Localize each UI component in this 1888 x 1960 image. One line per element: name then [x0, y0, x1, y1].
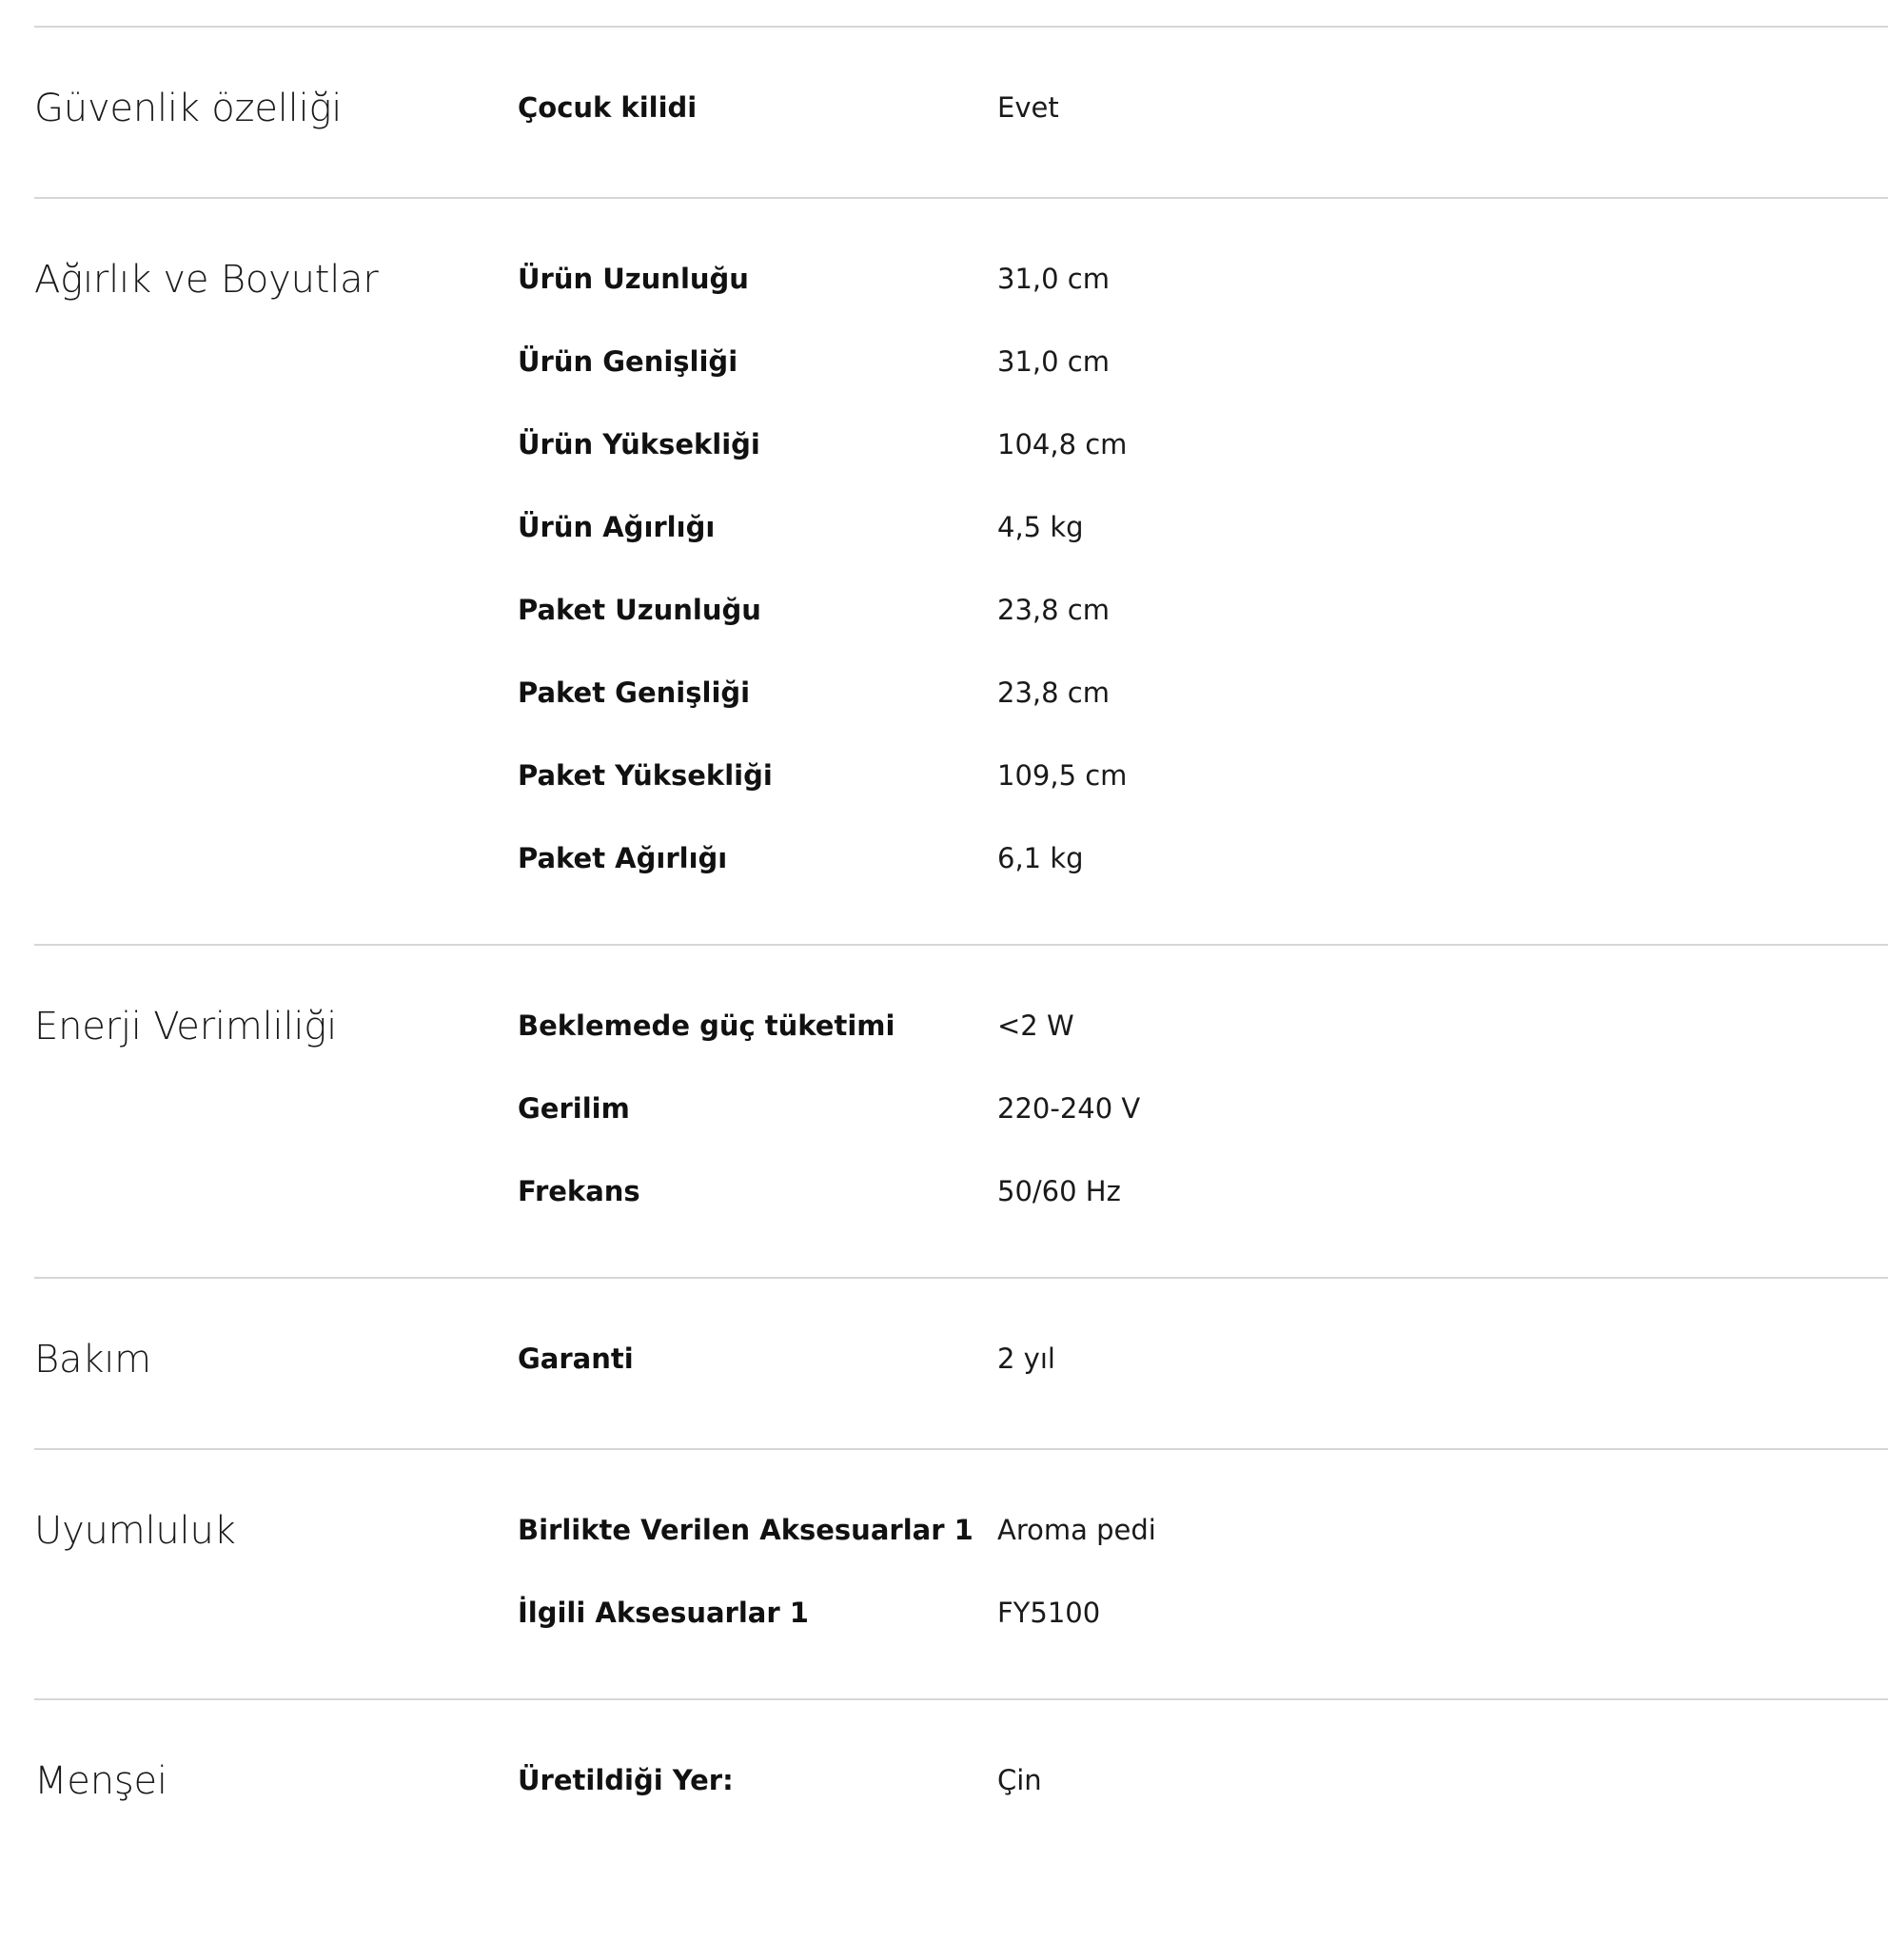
- spec-section-energy-efficiency: [34, 944, 1888, 1277]
- spec-label: Gerilim: [518, 1092, 630, 1125]
- spec-row: [518, 755, 1888, 838]
- spec-row: [518, 1171, 1888, 1211]
- spec-section-origin: [34, 1698, 1888, 1804]
- spec-row: [518, 1593, 1888, 1633]
- spec-value: 4,5 kg: [997, 511, 1084, 543]
- spec-section-safety: [34, 26, 1888, 197]
- spec-value: 2 yıl: [997, 1343, 1055, 1375]
- spec-row: [518, 88, 1888, 127]
- spec-rows: [518, 1006, 1888, 1211]
- spec-value: 23,8 cm: [997, 676, 1110, 709]
- spec-value: 31,0 cm: [997, 345, 1110, 378]
- spec-value: 109,5 cm: [997, 759, 1128, 792]
- spec-value: 31,0 cm: [997, 263, 1110, 295]
- spec-label: Ürün Yüksekliği: [518, 428, 760, 461]
- spec-label: Üretildiği Yer:: [518, 1764, 734, 1796]
- spec-row: [518, 342, 1888, 424]
- section-title: Menşei: [34, 1759, 167, 1803]
- spec-value: Evet: [997, 91, 1059, 124]
- spec-row: [518, 1510, 1888, 1593]
- spec-label: İlgili Aksesuarlar 1: [518, 1597, 809, 1629]
- spec-rows: [518, 1510, 1888, 1633]
- spec-value: Aroma pedi: [997, 1514, 1156, 1546]
- spec-rows: [518, 1339, 1888, 1382]
- spec-value: 23,8 cm: [997, 594, 1110, 626]
- spec-label: Ürün Ağırlığı: [518, 511, 716, 543]
- spec-row: [518, 259, 1888, 342]
- spec-value: Çin: [997, 1764, 1042, 1796]
- spec-label: Paket Uzunluğu: [518, 594, 761, 626]
- spec-row: [518, 507, 1888, 590]
- spec-value: 220-240 V: [997, 1092, 1141, 1125]
- spec-label: Beklemede güç tüketimi: [518, 1009, 895, 1042]
- spec-label: Birlikte Verilen Aksesuarlar 1: [518, 1514, 974, 1546]
- spec-row: [518, 424, 1888, 507]
- spec-value: 104,8 cm: [997, 428, 1128, 461]
- spec-row: [518, 838, 1888, 878]
- spec-row: [518, 590, 1888, 673]
- spec-label: Paket Genişliği: [518, 676, 751, 709]
- spec-value: 50/60 Hz: [997, 1175, 1121, 1207]
- spec-value: <2 W: [997, 1009, 1074, 1042]
- spec-label: Çocuk kilidi: [518, 91, 698, 124]
- spec-label: Ürün Uzunluğu: [518, 263, 749, 295]
- spec-label: Paket Yüksekliği: [518, 759, 773, 792]
- spec-label: Paket Ağırlığı: [518, 842, 728, 874]
- spec-value: FY5100: [997, 1597, 1101, 1629]
- spec-row: [518, 1760, 1888, 1800]
- spec-row: [518, 1006, 1888, 1088]
- spec-row: [518, 1339, 1888, 1379]
- spec-section-weight-dimensions: [34, 197, 1888, 944]
- spec-section-maintenance: [34, 1277, 1888, 1448]
- spec-rows: [518, 88, 1888, 131]
- spec-value: 6,1 kg: [997, 842, 1084, 874]
- section-title: Uyumluluk: [34, 1509, 236, 1553]
- spec-label: Ürün Genişliği: [518, 345, 738, 378]
- section-title: Ağırlık ve Boyutlar: [34, 258, 379, 302]
- spec-table: [34, 26, 1888, 1804]
- spec-rows: [518, 1760, 1888, 1804]
- spec-label: Garanti: [518, 1343, 634, 1375]
- spec-label: Frekans: [518, 1175, 640, 1207]
- section-title: Bakım: [34, 1338, 151, 1382]
- section-title: Güvenlik özelliği: [34, 87, 343, 130]
- spec-row: [518, 1088, 1888, 1171]
- spec-rows: [518, 259, 1888, 878]
- spec-section-compatibility: [34, 1448, 1888, 1698]
- spec-row: [518, 673, 1888, 755]
- section-title: Enerji Verimliliği: [34, 1005, 337, 1049]
